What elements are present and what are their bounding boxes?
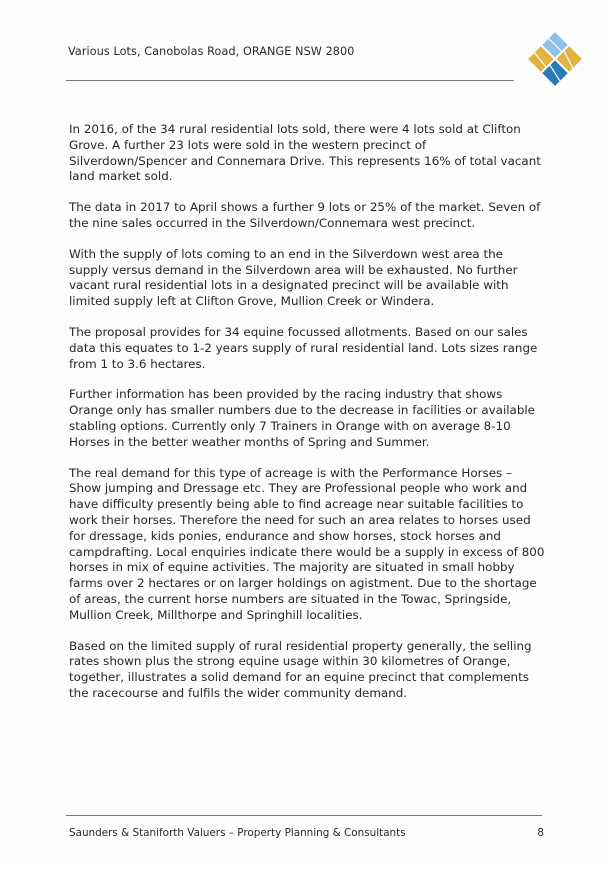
header-divider	[66, 80, 514, 81]
page-number: 8	[537, 827, 544, 839]
paragraph: The proposal provides for 34 equine focussed allotments. Based on our sales data this equates to 1-2 years supply of rural residential land. Lots sizes range from 1 to 3.6 hectares.	[69, 324, 538, 371]
paragraph: The real demand for this type of acreage is with the Performance Horses – Show jumping and Dressage etc. They are Professional people who work and have difficulty presently being able to find acreage near suitable facilities to work their horses. Therefore the need for such an area relates to horses used for dressage, kids ponies, endurance and show horses, stock horses and campdrafting. Local enquiries indicate there would be a supply in excess of 800 horses in mix of equine activities. The majority are situated in small hobby farms over 2 hectares or on larger holdings on agistment. Due to the shortage of areas, the current horse numbers are situated in the Towac, Springside, Mullion Creek, Millthorpe and Springhill localities.	[69, 465, 545, 622]
paragraph: In 2016, of the 34 rural residential lots sold, there were 4 lots sold at Clifton Grove. A further 23 lots were sold in the western precinct of Silverdown/Spencer and Connemara Drive. This represents 16% of total vacant land market sold.	[69, 122, 541, 184]
footer-company: Saunders & Staniforth Valuers – Property Planning & Consultants	[69, 827, 406, 839]
body-text	[69, 122, 545, 717]
paragraph: With the supply of lots coming to an end in the Silverdown west area the supply versus demand in the Silverdown area will be exhausted. No further vacant rural residential lots in a designated precinct will be available with limited supply left at Clifton Grove, Mullion Creek or Windera.	[69, 246, 518, 309]
company-logo-icon	[526, 30, 584, 88]
paragraph: Based on the limited supply of rural residential property generally, the selling rates shown plus the strong equine usage within 30 kilometres of Orange, together, illustrates a solid demand for an equine precinct that complements the racecourse and fulfils the wider community demand.	[69, 638, 532, 700]
paragraph: Further information has been provided by the racing industry that shows Orange only has smaller numbers due to the decrease in facilities or available stabling options. Currently only 7 Trainers in Orange with on average 8-10 Horses in the better weather months of Spring and Summer.	[69, 387, 535, 449]
footer-divider	[66, 815, 542, 816]
paragraph: The data in 2017 to April shows a further 9 lots or 25% of the market. Seven of the nine sales occurred in the Silverdown/Connemara west precinct.	[69, 200, 541, 230]
header-address: Various Lots, Canobolas Road, ORANGE NSW 2800	[68, 45, 355, 58]
